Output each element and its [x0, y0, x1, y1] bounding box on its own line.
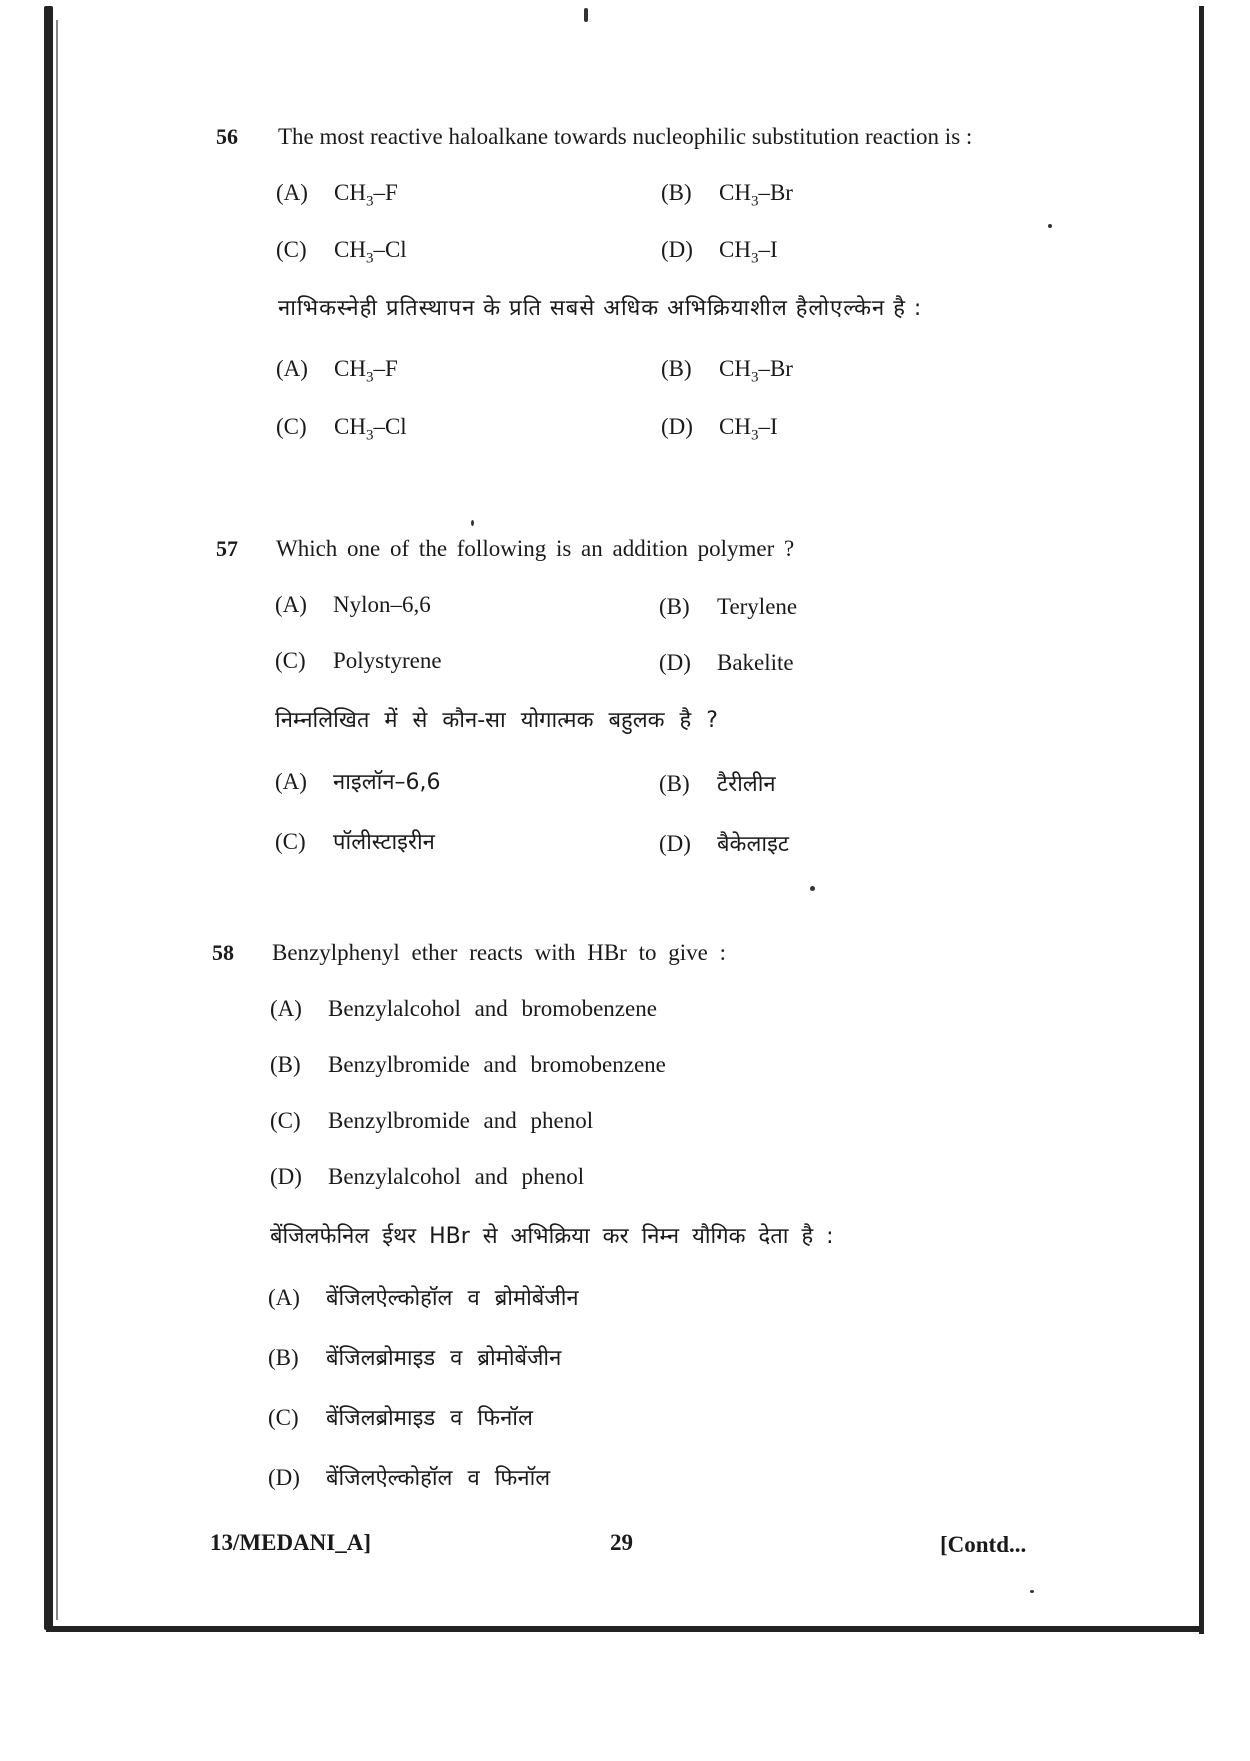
- scan-speck: [471, 520, 474, 526]
- option-c: (C) Polystyrene: [275, 648, 442, 673]
- option-c-hi: (C) $CH_3-Cl$: [276, 414, 407, 444]
- option-a: (A) $CH_3-F$: [276, 180, 398, 210]
- option-b: (B) Benzylbromide and bromobenzene: [270, 1052, 666, 1077]
- question-number: 58: [212, 940, 234, 965]
- question-text-en: Which one of the following is an addition polymer ?: [276, 536, 795, 561]
- option-a-hi: (A) नाइलॉन–6,6: [275, 769, 441, 795]
- question-text-hi: निम्नलिखित में से कौन-सा योगात्मक बहुलक है ?: [275, 708, 718, 733]
- scan-speck: [1048, 224, 1052, 228]
- page-number: 29: [610, 1530, 633, 1555]
- option-c: (C) $CH_3-Cl$: [276, 237, 407, 267]
- question-text-en: The most reactive haloalkane towards nucleophilic substitution reaction is :: [278, 124, 973, 149]
- option-a: (A) Nylon–6,6: [275, 592, 431, 617]
- question-number: 56: [216, 124, 238, 149]
- option-b: (B) $CH_3-Br$: [661, 180, 793, 210]
- option-d-hi: (D) बैकेलाइट: [659, 831, 789, 857]
- continued-label: [Contd...: [940, 1532, 1027, 1557]
- option-c-hi: (C) बेंजिलब्रोमाइड व फिनॉल: [268, 1405, 533, 1431]
- option-a: (A) Benzylalcohol and bromobenzene: [270, 996, 657, 1021]
- left-border-line: [44, 6, 53, 1630]
- scan-speck: [810, 886, 815, 891]
- question-text-hi: नाभिकस्नेही प्रतिस्थापन के प्रति सबसे अधिक अभिक्रियाशील हैलोएल्केन है :: [278, 296, 923, 321]
- option-b-hi: (B) $CH_3-Br$: [661, 356, 793, 386]
- left-border-shadow: [56, 20, 58, 1620]
- option-a-hi: (A) $CH_3-F$: [276, 356, 398, 386]
- option-b: (B) Terylene: [659, 594, 798, 619]
- option-a-hi: (A) बेंजिलऐल्कोहॉल व ब्रोमोबेंजीन: [268, 1285, 579, 1311]
- option-b-hi: (B) बेंजिलब्रोमाइड व ब्रोमोबेंजीन: [268, 1345, 562, 1371]
- option-b-hi: (B) टैरीलीन: [659, 771, 776, 797]
- option-d-hi: (D) $CH_3-I$: [661, 414, 778, 444]
- paper-code: 13/MEDANI_A]: [210, 1530, 371, 1555]
- scan-speck: [1030, 1590, 1034, 1593]
- question-text-hi: बेंजिलफेनिल ईथर HBr से अभिक्रिया कर निम्न यौगिक देता है :: [270, 1224, 834, 1249]
- option-c: (C) Benzylbromide and phenol: [270, 1108, 594, 1133]
- option-d: (D) Benzylalcohol and phenol: [270, 1164, 585, 1189]
- option-d: (D) Bakelite: [659, 650, 794, 675]
- option-c-hi: (C) पॉलीस्टाइरीन: [275, 829, 435, 855]
- right-border-line: [1199, 6, 1204, 1634]
- option-d-hi: (D) बेंजिलऐल्कोहॉल व फिनॉल: [268, 1465, 551, 1491]
- scan-speck: [584, 8, 588, 22]
- question-text-en: Benzylphenyl ether reacts with HBr to give :: [272, 940, 726, 965]
- question-number: 57: [216, 536, 238, 561]
- bottom-border-line: [46, 1626, 1204, 1632]
- option-d: (D) $CH_3-I$: [661, 237, 778, 267]
